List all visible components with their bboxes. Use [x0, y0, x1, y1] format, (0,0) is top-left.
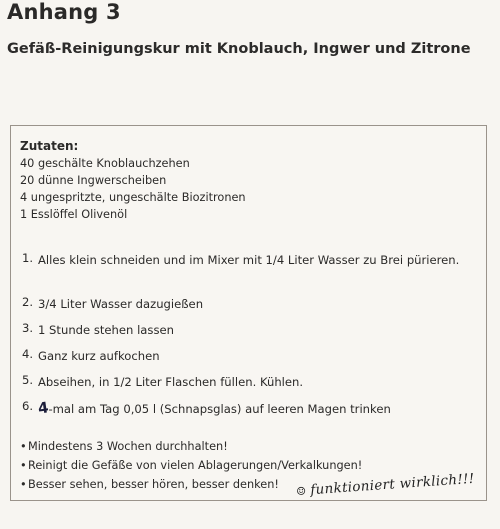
- step-text: 1 Stunde stehen lassen: [38, 323, 174, 337]
- steps-list: [22, 251, 462, 429]
- step-item: [22, 399, 462, 429]
- note-item: • Besser sehen, besser hören, besser denken!: [20, 475, 490, 494]
- step-text: Abseihen, in 1/2 Liter Flaschen füllen. Kühlen.: [38, 375, 304, 389]
- ingredient-item: 1 Esslöffel Olivenöl: [20, 208, 128, 221]
- step-item: [22, 373, 462, 399]
- step-item: [22, 347, 462, 373]
- step-number: 3.: [22, 321, 34, 335]
- recipe-title: Gefäß-Reinigungskur mit Knoblauch, Ingwer und Zitrone: [7, 41, 471, 57]
- step-text: [22, 399, 462, 418]
- step-number: 5.: [22, 373, 34, 387]
- handwritten-note-text: funktioniert wirklich!!!: [309, 470, 475, 499]
- handwritten-number: 4: [36, 398, 50, 418]
- ingredient-item: 4 ungespritzte, ungeschälte Biozitronen: [20, 191, 246, 204]
- ingredient-item: 20 dünne Ingwerscheiben: [20, 174, 167, 187]
- step-number: 2.: [22, 295, 34, 309]
- ingredients-list: [20, 155, 246, 223]
- step-item: [22, 295, 462, 321]
- step-item: [22, 251, 462, 295]
- step-number: 1.: [22, 251, 34, 265]
- step-number: 4.: [22, 347, 34, 361]
- ingredients-heading: Zutaten:: [20, 139, 79, 153]
- step-number: 6.: [22, 399, 34, 413]
- ingredient-item: 40 geschälte Knoblauchzehen: [20, 157, 190, 170]
- step-item: [22, 321, 462, 347]
- step-text: 3/4 Liter Wasser dazugießen: [38, 297, 204, 311]
- note-item: • Mindestens 3 Wochen durchhalten!: [20, 437, 490, 456]
- smiley-icon: ☺: [295, 484, 307, 499]
- appendix-title: Anhang 3: [7, 0, 121, 24]
- step-text-rest: -mal am Tag 0,05 l (Schnapsglas) auf leeren Magen trinken: [48, 402, 391, 416]
- step-text: Alles klein schneiden und im Mixer mit 1/4 Liter Wasser zu Brei pürieren.: [38, 253, 460, 267]
- note-item: • Reinigt die Gefäße von vielen Ablagerungen/Verkalkungen!: [20, 456, 490, 475]
- step-text: Ganz kurz aufkochen: [38, 349, 160, 363]
